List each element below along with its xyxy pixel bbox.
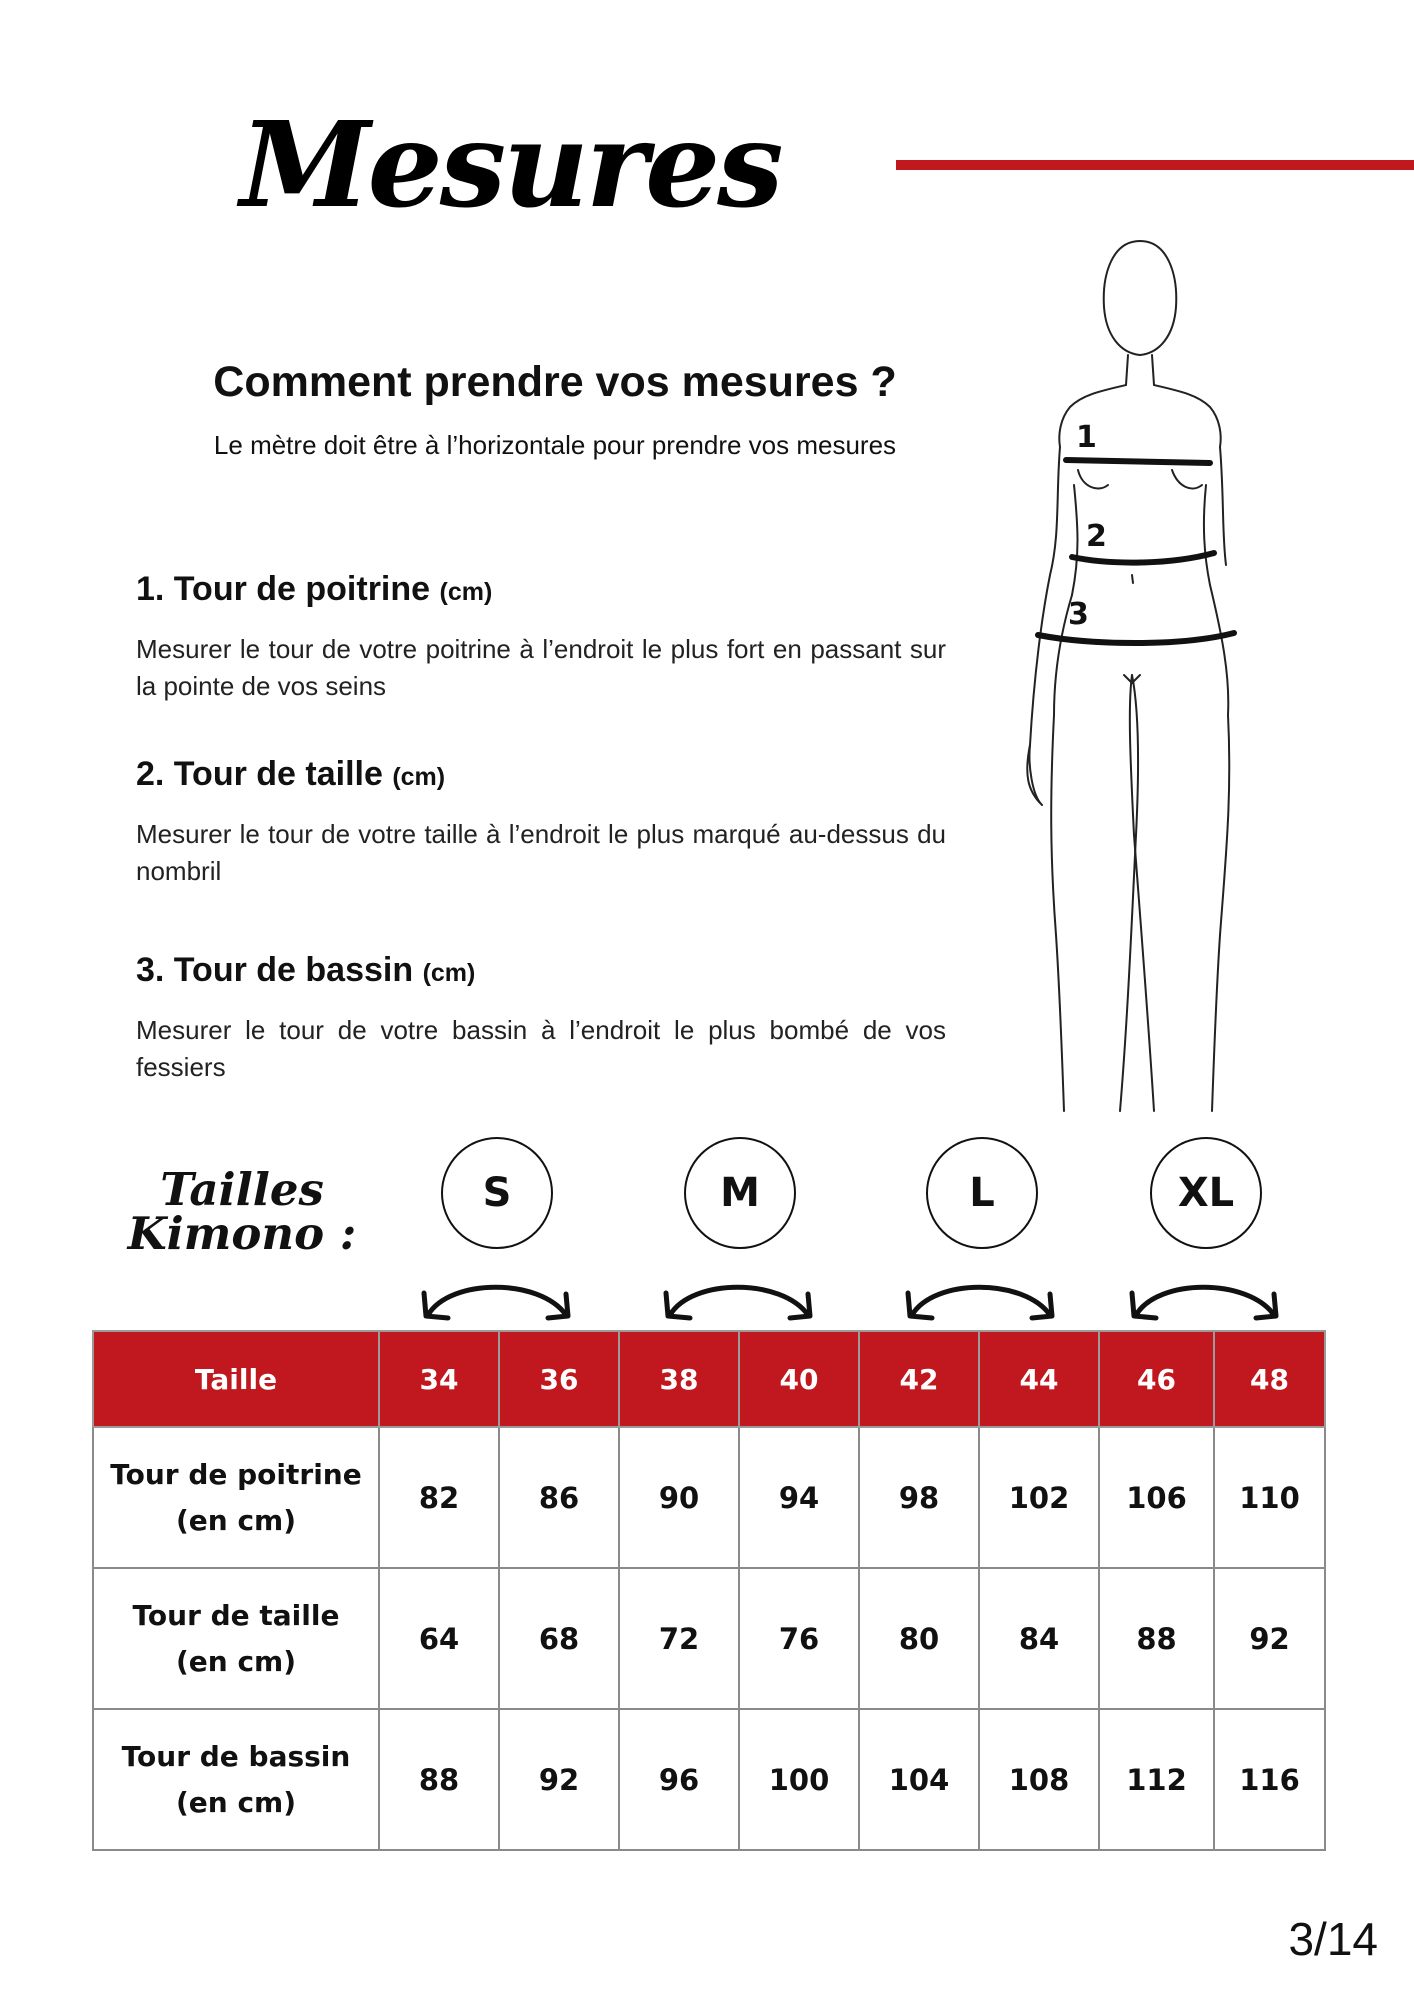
table-cell: 98 [859,1427,979,1568]
size-chart-table [92,1330,1326,1851]
table-cell: 116 [1214,1709,1325,1850]
table-row [93,1568,1325,1709]
size-circle-s: S [441,1137,553,1249]
table-cell: 100 [739,1709,859,1850]
table-cell: 88 [379,1709,499,1850]
size-circle-m: M [684,1137,796,1249]
title-divider [896,160,1414,170]
sizes-label-line1: Tailles [160,1163,324,1216]
howto-subtitle: Le mètre doit être à l’horizontale pour prendre vos mesures [213,430,897,460]
page-number: 3/14 [1288,1913,1378,1965]
row-label [93,1427,379,1568]
step-unit: (cm) [439,578,493,606]
table-cell: 90 [619,1427,739,1568]
step-heading [136,570,946,609]
table-header-cell: 46 [1099,1331,1214,1427]
sizes-label-line2: Kimono : [127,1207,357,1260]
step-unit: (cm) [422,959,476,987]
step-chest [136,570,946,705]
table-cell: 86 [499,1427,619,1568]
table-cell: 76 [739,1568,859,1709]
table-cell: 68 [499,1568,619,1709]
step-text: Mesurer le tour de votre taille à l’endroit le plus marqué au-dessus du nombril [136,819,946,886]
step-heading [136,951,946,990]
row-label-unit: (en cm) [175,1644,297,1678]
row-label [93,1568,379,1709]
table-cell: 102 [979,1427,1099,1568]
table-row [93,1709,1325,1850]
arc-arrow-icon [1132,1287,1276,1318]
page-title: Mesures [240,95,781,234]
step-title: 3. Tour de bassin [136,951,414,989]
howto-title: Comment prendre vos mesures ? [213,358,897,406]
step-title: 2. Tour de taille [136,755,383,793]
figure-marker-2: 2 [1086,519,1107,554]
table-cell: 96 [619,1709,739,1850]
table-header-cell: 38 [619,1331,739,1427]
step-unit: (cm) [392,763,446,791]
table-cell: 110 [1214,1427,1325,1568]
table-row [93,1427,1325,1568]
table-cell: 92 [1214,1568,1325,1709]
figure-marker-1: 1 [1076,420,1097,455]
table-cell: 104 [859,1709,979,1850]
arc-arrow-icon [908,1287,1052,1318]
step-waist [136,755,946,890]
table-cell: 80 [859,1568,979,1709]
table-cell: 64 [379,1568,499,1709]
table-header-cell: 42 [859,1331,979,1427]
table-header-cell: Taille [93,1331,379,1427]
table-header-cell: 40 [739,1331,859,1427]
size-circle-l: L [926,1137,1038,1249]
step-heading [136,755,946,794]
table-cell: 88 [1099,1568,1214,1709]
row-label [93,1709,379,1850]
table-cell: 72 [619,1568,739,1709]
table-header-row [93,1331,1325,1427]
step-title: 1. Tour de poitrine [136,570,431,608]
size-circle-xl: XL [1150,1137,1262,1249]
table-header-cell: 48 [1214,1331,1325,1427]
body-figure-illustration [1020,235,1260,1115]
arc-arrow-icon [424,1287,568,1318]
table-cell: 82 [379,1427,499,1568]
row-label-line: Tour de bassin [121,1739,351,1773]
size-range-arrows [0,1260,1414,1340]
table-cell: 108 [979,1709,1099,1850]
table-cell: 94 [739,1427,859,1568]
arc-arrow-icon [666,1287,810,1318]
row-label-line: Tour de taille [132,1598,340,1632]
table-cell: 84 [979,1568,1099,1709]
step-text: Mesurer le tour de votre poitrine à l’endroit le plus fort en passant sur la pointe de vos seins [136,634,946,701]
table-header-cell: 34 [379,1331,499,1427]
kimono-sizes-label [112,1163,372,1260]
table-cell: 112 [1099,1709,1214,1850]
table-cell: 92 [499,1709,619,1850]
row-label-unit: (en cm) [175,1785,297,1819]
table-header-cell: 36 [499,1331,619,1427]
figure-marker-3: 3 [1068,597,1089,632]
step-text: Mesurer le tour de votre bassin à l’endroit le plus bombé de vos fessiers [136,1015,946,1082]
row-label-unit: (en cm) [175,1503,297,1537]
table-header-cell: 44 [979,1331,1099,1427]
step-hips [136,951,946,1086]
table-cell: 106 [1099,1427,1214,1568]
row-label-line: Tour de poitrine [110,1457,362,1491]
